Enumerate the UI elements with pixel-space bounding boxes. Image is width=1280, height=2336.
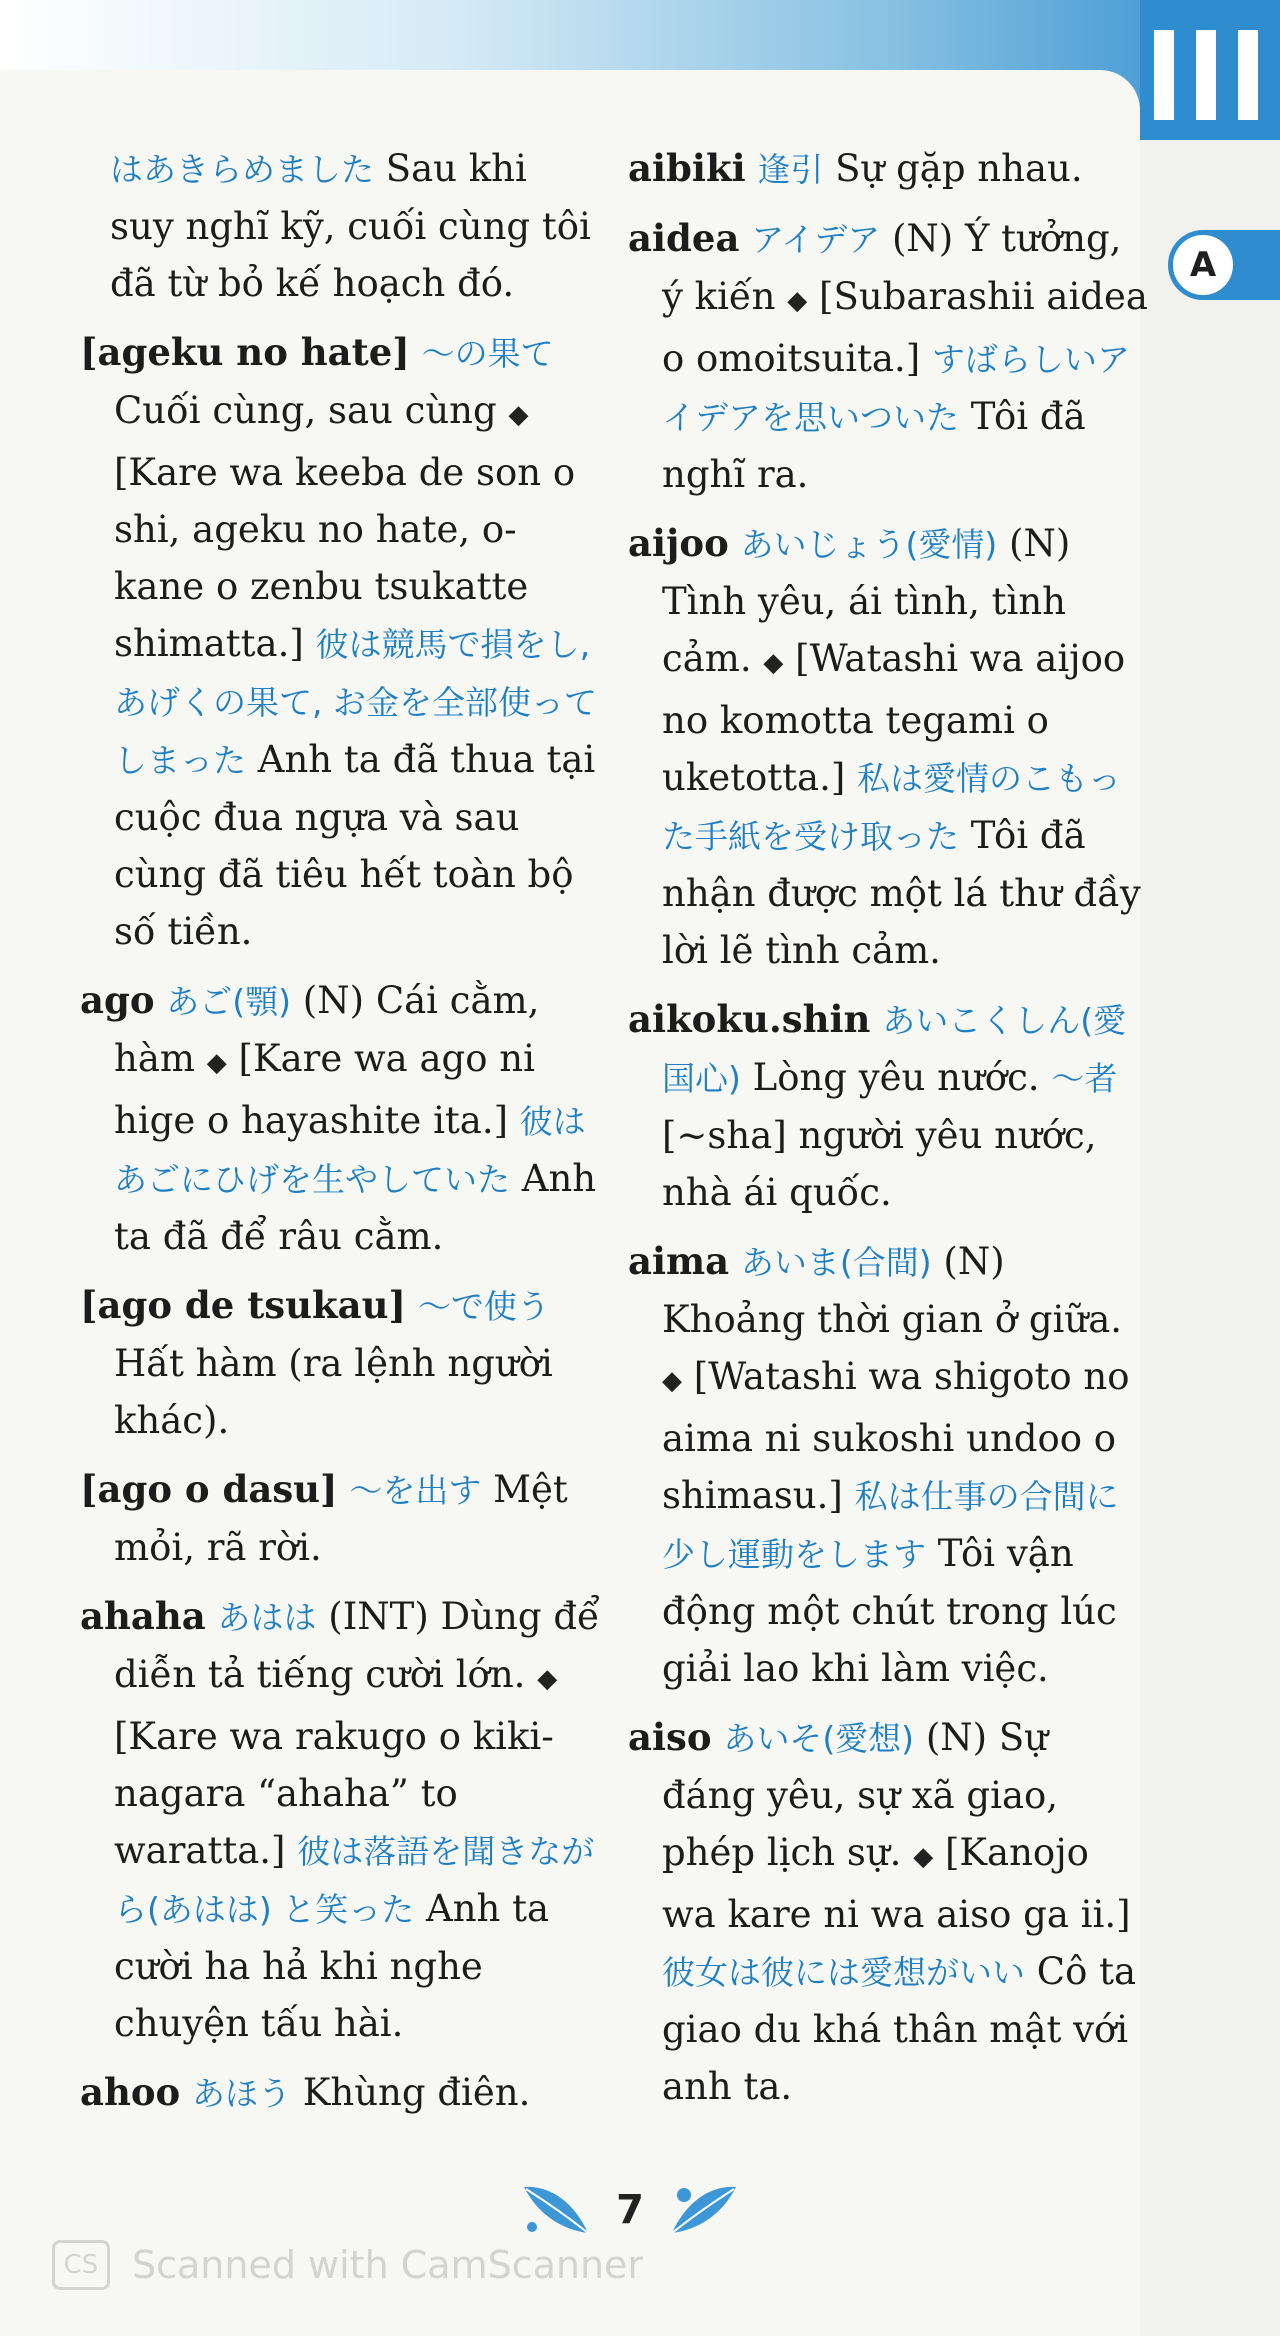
- entry-headword: aiso: [628, 1715, 712, 1759]
- entry-japanese: はあきらめました: [110, 150, 374, 189]
- entry-headword: aima: [628, 1239, 730, 1283]
- entry-text: Anh ta đã thua tại cuộc đua ngựa và sau cùng đã tiêu hết toàn bộ số tiền.: [114, 738, 596, 953]
- entry-text: (N) Khoảng thời gian ở giữa.: [662, 1240, 1123, 1341]
- entry-headword: ahoo: [80, 2070, 181, 2114]
- dictionary-entry: [628, 515, 1148, 979]
- leaf-left-icon: [518, 2175, 598, 2245]
- entry-text: [729, 522, 741, 565]
- entry-text: [712, 1716, 724, 1759]
- entry-japanese: あご(顎): [166, 982, 292, 1021]
- entry-text: (N) Cái cằm, hàm: [114, 979, 540, 1080]
- page-footer: [500, 2170, 760, 2250]
- entry-headword: aijoo: [628, 521, 729, 565]
- entry-text: Sau khi suy nghĩ kỹ, cuối cùng tôi đã từ bỏ kế hoạch đó.: [110, 147, 591, 305]
- entry-japanese: ～者: [1051, 1059, 1118, 1098]
- entry-text: (N) Ý tưởng, ý kiến: [662, 217, 1122, 318]
- entry-japanese: 私は愛情のこもった手紙を受け取った: [662, 759, 1122, 856]
- page-number: 7: [616, 2187, 644, 2233]
- entry-japanese: あはは: [217, 1598, 317, 1637]
- scanner-watermark: [52, 2240, 643, 2290]
- entry-text: [870, 998, 882, 1041]
- example-diamond-icon: ◆: [206, 1048, 227, 1078]
- entry-japanese: 彼女は彼には愛想がいい: [662, 1953, 1025, 1992]
- entry-japanese: 逢引: [757, 150, 824, 189]
- marker-bar: [1154, 30, 1174, 120]
- entry-japanese: ～で使う: [417, 1287, 550, 1326]
- entry-japanese: ～を出す: [349, 1471, 482, 1510]
- entry-text: Cuối cùng, sau cùng: [114, 389, 509, 432]
- entry-headword: [ageku no hate]: [80, 330, 410, 374]
- marker-bar: [1196, 30, 1216, 120]
- watermark-text: Scanned with CamScanner: [132, 2243, 644, 2287]
- dictionary-entry: [80, 1277, 600, 1449]
- dictionary-entry: [80, 140, 600, 312]
- example-diamond-icon: ◆: [913, 1842, 934, 1872]
- entry-headword: [ago de tsukau]: [80, 1283, 407, 1327]
- entry-text: [155, 979, 167, 1022]
- entry-text: [Watashi wa shigoto no aima ni sukoshi undoo o shimasu.]: [662, 1355, 1130, 1517]
- entry-headword: aidea: [628, 216, 740, 260]
- section-marker: [1140, 0, 1280, 140]
- dictionary-entry: [80, 324, 600, 960]
- entry-headword: aikoku.shin: [628, 997, 871, 1041]
- camscanner-logo-icon: CS: [52, 2240, 110, 2290]
- right-column: [628, 140, 1148, 2127]
- leaf-right-icon: [662, 2175, 742, 2245]
- entry-text: [746, 147, 758, 190]
- entry-text: Mệt mỏi, rã rời.: [114, 1468, 568, 1569]
- dictionary-entry: [80, 972, 600, 1265]
- entry-text: Tôi đã nghĩ ra.: [662, 395, 1086, 496]
- entry-text: Cô ta giao du khá thân mật với anh ta.: [662, 1950, 1137, 2108]
- entry-text: [406, 1284, 418, 1327]
- dictionary-entry: [628, 1709, 1148, 2115]
- entry-text: [729, 1240, 741, 1283]
- entry-text: [~sha] người yêu nước, nhà ái quốc.: [662, 1114, 1097, 1214]
- dictionary-entry: [80, 1588, 600, 2052]
- entry-text: [Kare wa rakugo o kiki-nagara “ahaha” to waratta.]: [114, 1715, 554, 1872]
- entry-japanese: アイデア: [751, 220, 881, 259]
- entry-text: (INT) Dùng để diễn tả tiếng cười lớn.: [114, 1595, 600, 1696]
- marker-bar: [1238, 30, 1258, 120]
- entry-headword: ahaha: [80, 1594, 206, 1638]
- entry-text: Tôi đã nhận được một lá thư đầy lời lẽ tình cảm.: [662, 814, 1141, 972]
- example-diamond-icon: ◆: [537, 1664, 558, 1694]
- entry-japanese: 私は仕事の合間に少し運動をします: [662, 1477, 1119, 1574]
- entry-japanese: 彼はあごにひげを生やしていた: [114, 1102, 586, 1199]
- entry-text: Anh ta đã để râu cằm.: [114, 1157, 597, 1258]
- example-diamond-icon: ◆: [662, 1366, 682, 1396]
- entry-text: [180, 2071, 192, 2114]
- dictionary-entry: [80, 1461, 600, 1576]
- entry-text: (N) Tình yêu, ái tình, tình cảm.: [662, 522, 1071, 680]
- entry-text: [739, 217, 751, 260]
- left-column: [80, 140, 600, 2134]
- entry-japanese: あいそ(愛想): [723, 1719, 915, 1758]
- entry-headword: ago: [80, 978, 155, 1022]
- entry-headword: [ago o dasu]: [80, 1467, 338, 1511]
- entry-text: Sự gặp nhau.: [823, 147, 1083, 190]
- dictionary-entry: [628, 210, 1148, 503]
- entry-text: Lòng yêu nước.: [740, 1056, 1052, 1099]
- dictionary-entry: [628, 140, 1148, 198]
- entry-text: [410, 331, 422, 374]
- entry-text: [Watashi wa aijoo no komotta tegami o uketotta.]: [662, 637, 1126, 799]
- entry-text: [Kare wa keeba de son o shi, ageku no hate, o-kane o zenbu tsukatte shimatta.]: [114, 451, 576, 665]
- dictionary-entry: [628, 1233, 1148, 1697]
- entry-japanese: ～の果て: [421, 334, 554, 373]
- entry-japanese: 彼は競馬で損をし, あげくの果て, お金を全部使ってしまった: [114, 625, 597, 780]
- example-diamond-icon: ◆: [508, 400, 529, 430]
- entry-japanese: すばらしいアイデアを思いついた: [662, 340, 1130, 437]
- entry-text: [Subarashii aidea o omoitsuita.]: [662, 275, 1148, 380]
- entry-text: [Kare wa ago ni hige o hayashite ita.]: [114, 1037, 535, 1142]
- entry-text: Tôi vận động một chút trong lúc giải lao khi làm việc.: [662, 1532, 1117, 1690]
- example-diamond-icon: ◆: [787, 286, 808, 316]
- entry-text: [338, 1468, 350, 1511]
- entry-japanese: あほう: [192, 2074, 291, 2113]
- example-diamond-icon: ◆: [763, 648, 784, 678]
- entry-text: Anh ta cười ha hả khi nghe chuyện tấu hài.: [114, 1887, 550, 2045]
- entry-text: [206, 1595, 218, 1638]
- entry-japanese: あいま(合間): [740, 1243, 932, 1282]
- entry-text: (N) Sự đáng yêu, sự xã giao, phép lịch sự.: [662, 1716, 1059, 1874]
- dictionary-entry: [628, 991, 1148, 1221]
- entry-text: [Kanojo wa kare ni wa aiso ga ii.]: [662, 1831, 1131, 1936]
- entry-japanese: あいこくしん(愛国心): [662, 1001, 1127, 1098]
- entry-japanese: あいじょう(愛情): [740, 525, 998, 564]
- entry-text: Hất hàm (ra lệnh người khác).: [114, 1342, 553, 1442]
- entry-text: Khùng điên.: [291, 2071, 531, 2114]
- letter-tab-label: A: [1170, 232, 1236, 298]
- entry-headword: aibiki: [628, 146, 746, 190]
- entry-japanese: 彼は落語を聞きながら(あはは) と笑った: [114, 1832, 595, 1929]
- letter-tab: [1168, 230, 1280, 300]
- dictionary-entry: [80, 2064, 600, 2122]
